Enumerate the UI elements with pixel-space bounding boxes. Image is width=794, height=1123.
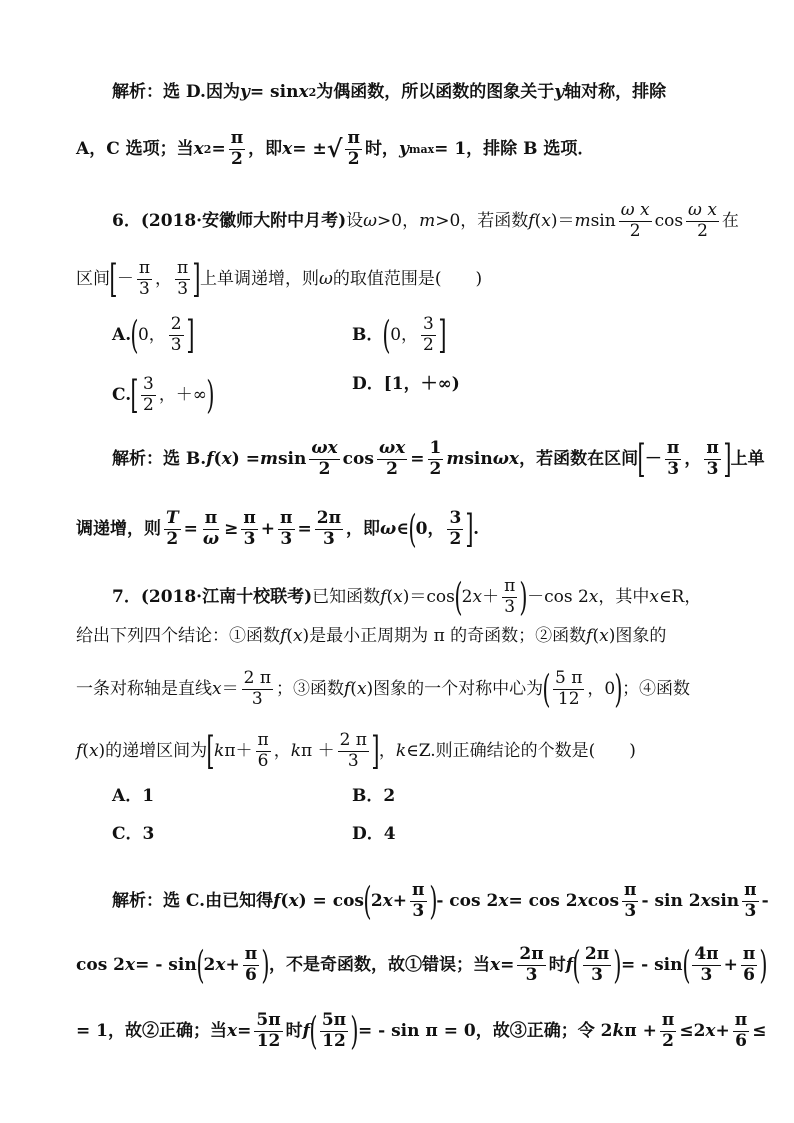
var: f xyxy=(528,210,535,231)
text: = - sin π = 0，故③正确；令 2 xyxy=(357,1020,613,1041)
solution-6-line-2 xyxy=(76,507,726,552)
fraction: $\frac{2\pi}{3}$ xyxy=(316,508,342,549)
solution-7-line-3 xyxy=(76,1009,767,1054)
bracket: [ xyxy=(206,729,215,774)
bracket: ] xyxy=(438,313,447,358)
text: 在 xyxy=(721,210,739,231)
var: y xyxy=(398,138,409,159)
text: － xyxy=(644,448,662,469)
fraction: $\frac{\text{ω x}}{2}$ xyxy=(688,200,717,241)
exponent: 2 xyxy=(203,142,212,156)
text: ( xyxy=(213,448,222,469)
var: f xyxy=(206,448,214,469)
text: ( xyxy=(592,626,600,646)
text: ，其中 xyxy=(598,586,650,607)
text: = 1，排除 B 选项． xyxy=(434,138,595,159)
var: m xyxy=(419,210,436,231)
text: )图象的一个对称中心为 xyxy=(366,678,544,699)
text: ( xyxy=(350,678,357,699)
bracket: ( xyxy=(542,667,551,712)
fraction: $\frac{\text{ω x}}{2}$ xyxy=(620,200,650,241)
fraction: $\frac{\omega x}{2}$ xyxy=(311,438,338,479)
var: x xyxy=(88,740,99,761)
text: = xyxy=(297,518,312,539)
var: f xyxy=(302,1020,310,1041)
text: cos xyxy=(654,210,684,231)
var: m xyxy=(574,210,591,231)
fraction: $\frac{\pi}{6}$ xyxy=(244,944,258,985)
option-c[interactable] xyxy=(112,373,215,418)
option-label: C. xyxy=(112,384,132,405)
option-a[interactable] xyxy=(112,313,195,358)
text: - sin 2 xyxy=(641,890,701,911)
text: )的递增区间为 xyxy=(98,740,208,761)
text: )图象的 xyxy=(608,626,667,646)
text: － xyxy=(116,268,134,289)
option-label: B． xyxy=(352,324,384,345)
text: ， xyxy=(378,740,396,761)
text: sin xyxy=(710,890,740,911)
text: - xyxy=(761,890,769,911)
text: ，不是奇函数，故①错误；当 xyxy=(269,954,491,975)
bracket: ] xyxy=(192,257,201,302)
text: >0，若函数 xyxy=(435,210,529,231)
var: x xyxy=(221,448,232,469)
text: ∈R， xyxy=(658,586,702,607)
var: x xyxy=(193,138,204,159)
text: = - sin xyxy=(620,954,683,975)
var: m xyxy=(259,448,278,469)
bracket: ) xyxy=(261,943,270,988)
var: ω xyxy=(363,210,378,231)
solution-5-line-1 xyxy=(112,84,762,101)
question-number: 6．(2018·安徽师大附中月考) xyxy=(112,210,347,231)
fraction: $\frac{4\pi}{3}$ xyxy=(694,944,719,985)
text: 设 xyxy=(346,210,364,231)
bracket: ] xyxy=(371,729,380,774)
var: x xyxy=(298,82,309,102)
var: x xyxy=(227,1020,238,1041)
var: m xyxy=(446,448,465,469)
fraction: $\frac{5\pi}{12}$ xyxy=(321,1010,347,1051)
bracket: ] xyxy=(465,507,474,552)
text: )是最小正周期为 π 的奇函数；②函数 xyxy=(302,626,587,646)
text: 区间 xyxy=(76,268,110,289)
var: f xyxy=(344,678,351,699)
text: ，0 xyxy=(587,678,616,699)
question-7-line-1 xyxy=(112,575,762,620)
question-7-line-2 xyxy=(76,628,726,645)
text: = - sin xyxy=(135,954,197,975)
text: A，C 选项；当 xyxy=(76,138,194,159)
fraction: $\frac{\pi}{3}$ xyxy=(744,880,757,921)
var: y xyxy=(239,82,250,102)
bracket: ( xyxy=(681,943,690,988)
fraction: $\frac{\pi}{3}$ xyxy=(412,880,425,921)
sqrt-sign: √ xyxy=(326,134,343,164)
text: ，即 xyxy=(248,138,283,159)
var: x xyxy=(215,954,226,975)
bracket: ( xyxy=(572,943,581,988)
var: x xyxy=(282,138,293,159)
var: x xyxy=(599,626,609,646)
text: π + xyxy=(624,1020,657,1041)
fraction: $\frac{T}{2}$ xyxy=(166,508,179,549)
solution-7-line-2 xyxy=(76,943,768,988)
text: 上单调递增，则 xyxy=(200,268,320,289)
fraction: $\frac{\pi}{6}$ xyxy=(734,1010,748,1051)
question-7-option-d-row xyxy=(352,826,732,843)
var: x xyxy=(382,890,393,911)
option-a[interactable]: A．1 xyxy=(112,786,155,806)
var: k xyxy=(395,740,407,761)
var: f xyxy=(586,626,593,646)
fraction: $\frac{2\pi}{3}$ xyxy=(519,944,544,985)
option-d[interactable]: D．4 xyxy=(352,824,396,844)
bracket: ( xyxy=(309,1009,318,1054)
question-6-line-1 xyxy=(112,202,762,241)
option-label: A. xyxy=(112,324,132,345)
text: = ± xyxy=(292,138,327,159)
bracket: ( xyxy=(130,313,139,358)
fraction: $\frac{\pi}{3}$ xyxy=(624,880,637,921)
solution-7-line-1 xyxy=(112,879,769,924)
text: ≤ xyxy=(752,1020,767,1041)
option-b[interactable]: B．2 xyxy=(352,786,396,806)
var: f xyxy=(565,954,574,975)
text: + xyxy=(225,954,240,975)
text: 0， xyxy=(415,518,445,539)
text: ( xyxy=(386,586,394,607)
fraction: $\frac{2 \pi}{3}$ xyxy=(339,730,367,771)
text: - cos 2 xyxy=(436,890,499,911)
fraction: $\frac{\pi}{3}$ xyxy=(706,438,719,479)
bracket: ( xyxy=(363,879,372,924)
fraction: $\frac{\pi}{3}$ xyxy=(504,576,516,617)
text: 解析：选 B. xyxy=(112,448,207,469)
var: ω xyxy=(319,268,333,289)
fraction: $\frac{5\pi}{12}$ xyxy=(256,1010,281,1051)
fraction: $\frac{3}{2}$ xyxy=(142,374,154,415)
fraction: $\frac{\pi}{6}$ xyxy=(257,730,269,771)
question-6-option-b-row xyxy=(352,313,732,358)
text: = xyxy=(237,1020,252,1041)
question-6-option-d-row xyxy=(352,376,732,393)
text: 给出下列四个结论：①函数 xyxy=(76,626,280,646)
text: ，＋∞ xyxy=(158,384,207,405)
var: x xyxy=(541,210,551,231)
text: ， xyxy=(155,268,173,289)
text: －cos 2 xyxy=(527,586,589,607)
bracket: [ xyxy=(637,437,646,482)
text: ， xyxy=(273,740,291,761)
subscript: max xyxy=(408,142,435,156)
var: f xyxy=(380,586,387,607)
text: ，即 xyxy=(346,518,381,539)
text: )＝ xyxy=(550,210,575,231)
text: ；③函数 xyxy=(276,678,344,699)
question-6-line-2 xyxy=(76,257,726,302)
bracket: ( xyxy=(382,313,391,358)
fraction: $\frac{3}{2}$ xyxy=(423,314,434,355)
bracket: ) xyxy=(613,943,622,988)
fraction: $\frac{\pi}{2}$ xyxy=(230,128,244,169)
text: 2 xyxy=(370,890,383,911)
text: ∈ xyxy=(396,518,409,539)
option-text: [1，＋∞) xyxy=(383,374,460,394)
var: y xyxy=(554,82,565,102)
var: x xyxy=(498,890,509,911)
var: f xyxy=(273,890,281,911)
text: ， xyxy=(684,448,702,469)
bracket: ) xyxy=(759,943,768,988)
text: = cos 2 xyxy=(508,890,578,911)
question-number: 7．(2018·江南十校联考) xyxy=(112,586,313,607)
text: + xyxy=(715,1020,730,1041)
text: ＋ xyxy=(235,740,253,761)
question-7-line-3 xyxy=(76,667,726,712)
var: x xyxy=(577,890,588,911)
fraction: $\frac{\pi}{2}$ xyxy=(347,128,360,169)
text: 解析：选 D.因为 xyxy=(112,82,240,102)
question-7-option-b-row xyxy=(352,788,732,805)
fraction: $\frac{\pi}{\omega}$ xyxy=(202,508,220,549)
text: 调递增，则 xyxy=(76,518,161,539)
text: + xyxy=(392,890,408,911)
text: 2 xyxy=(203,954,216,975)
bracket: ) xyxy=(428,879,437,924)
var: ωx xyxy=(492,448,520,469)
text: 0， xyxy=(137,324,166,345)
text: π ＋ xyxy=(301,740,335,761)
var: x xyxy=(588,586,599,607)
text: + xyxy=(723,954,738,975)
text: 时 xyxy=(285,1020,303,1041)
text: ( xyxy=(534,210,542,231)
bracket: ( xyxy=(408,507,417,552)
bracket: [ xyxy=(109,257,118,302)
text: ≤2 xyxy=(679,1020,706,1041)
var: k xyxy=(290,740,301,761)
fraction: $\frac{\pi}{3}$ xyxy=(243,508,256,549)
bracket: ) xyxy=(350,1009,359,1054)
text: ) = cos xyxy=(298,890,364,911)
solution-6-line-1 xyxy=(112,437,765,482)
var: x xyxy=(490,954,501,975)
text: ；④函数 xyxy=(622,678,691,699)
fraction: $\frac{\pi}{6}$ xyxy=(742,944,756,985)
option-label: D． xyxy=(352,374,384,394)
bracket: ) xyxy=(614,667,623,712)
var: x xyxy=(472,586,483,607)
fraction: $\frac{\pi}{3}$ xyxy=(138,258,151,299)
text: . xyxy=(473,518,480,539)
text: ( xyxy=(280,890,289,911)
var: f xyxy=(76,740,83,761)
text: sin xyxy=(277,448,307,469)
text: ≥ xyxy=(224,518,239,539)
question-7-line-4 xyxy=(76,729,726,774)
text: = sin xyxy=(249,82,299,102)
fraction: $\frac{2 \pi}{3}$ xyxy=(243,668,271,709)
text: 时， xyxy=(364,138,399,159)
text: >0， xyxy=(377,210,420,231)
option-c[interactable]: C．3 xyxy=(112,824,155,844)
fraction: $\frac{3}{2}$ xyxy=(449,508,462,549)
var: x xyxy=(393,586,403,607)
fraction: $\frac{\omega x}{2}$ xyxy=(378,438,406,479)
text: ，若函数在区间 xyxy=(519,448,639,469)
text: ) = xyxy=(231,448,260,469)
fraction: $\frac{\pi}{2}$ xyxy=(661,1010,675,1051)
var: x xyxy=(649,586,659,607)
text: ( xyxy=(82,740,89,761)
fraction: $\frac{\pi}{3}$ xyxy=(280,508,293,549)
text: ∈Z.则正确结论的个数是( ) xyxy=(406,740,636,761)
var: k xyxy=(612,1020,625,1041)
text: ＋ xyxy=(482,586,500,607)
fraction: $\frac{\pi}{3}$ xyxy=(177,258,189,299)
fraction: $\frac{5 \pi}{12}$ xyxy=(555,668,583,709)
var: k xyxy=(214,740,225,761)
text: = xyxy=(500,954,515,975)
var: ω xyxy=(380,518,397,539)
text: 已知函数 xyxy=(312,586,381,607)
text: ( xyxy=(286,626,293,646)
bracket: ] xyxy=(185,313,195,358)
bracket: ] xyxy=(723,437,732,482)
bracket: ) xyxy=(206,373,215,418)
var: f xyxy=(280,626,287,646)
text: cos 2 xyxy=(76,954,126,975)
text: 2 xyxy=(461,586,473,607)
var: x xyxy=(288,890,299,911)
fraction: $\frac{2\pi}{3}$ xyxy=(584,944,610,985)
text: cos xyxy=(342,448,374,469)
text: 轴对称，排除 xyxy=(564,82,667,102)
fraction: $\frac{2}{3}$ xyxy=(170,314,182,355)
text: ＝ xyxy=(221,678,239,699)
text: 时 xyxy=(548,954,566,975)
bracket: ( xyxy=(454,575,463,620)
fraction: $\frac{1}{2}$ xyxy=(429,438,442,479)
text: cos xyxy=(587,890,620,911)
var: x xyxy=(356,678,367,699)
text: 上单 xyxy=(730,448,765,469)
text: π xyxy=(224,740,236,761)
text: = xyxy=(410,448,425,469)
text: 0， xyxy=(390,324,419,345)
text: + xyxy=(260,518,276,539)
option-d[interactable] xyxy=(352,376,460,393)
text: sin xyxy=(464,448,493,469)
text: = 1，故②正确；当 xyxy=(76,1020,227,1041)
var: x xyxy=(292,626,303,646)
var: x xyxy=(705,1020,716,1041)
text: = xyxy=(183,518,198,539)
text: sin xyxy=(590,210,616,231)
text: 的取值范围是( ) xyxy=(332,268,483,289)
fraction: $\frac{\pi}{3}$ xyxy=(666,438,680,479)
bracket: ) xyxy=(519,575,528,620)
text: = xyxy=(211,138,226,159)
bracket: [ xyxy=(130,373,139,418)
text: 一条对称轴是直线 xyxy=(76,678,212,699)
bracket: ( xyxy=(196,943,205,988)
exponent: 2 xyxy=(308,86,317,99)
text: 解析：选 C.由已知得 xyxy=(112,890,274,911)
var: x xyxy=(700,890,711,911)
var: x xyxy=(125,954,136,975)
text: 为偶函数，所以函数的图象关于 xyxy=(316,82,555,102)
option-b[interactable] xyxy=(352,313,447,358)
var: x xyxy=(212,678,222,699)
text: )＝cos xyxy=(402,586,455,607)
solution-5-line-2 xyxy=(76,130,726,169)
